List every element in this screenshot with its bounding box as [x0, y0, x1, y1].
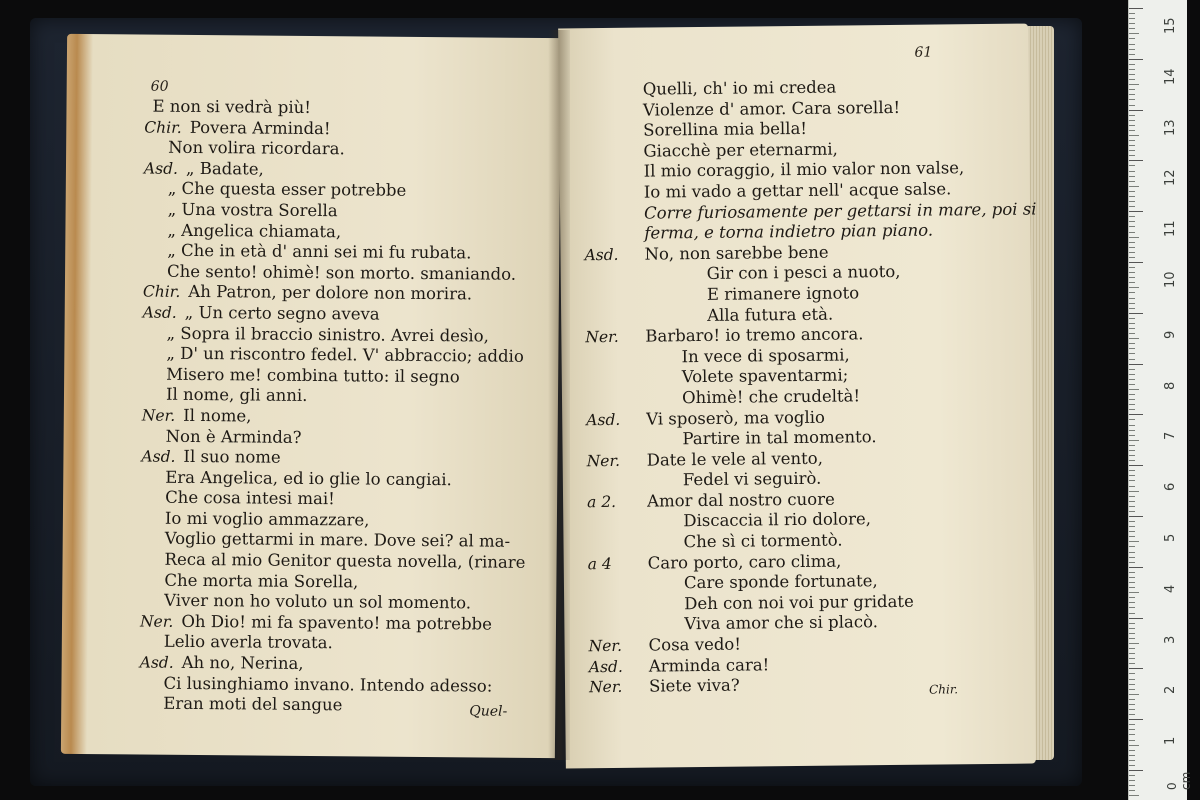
speaker-label: Asd. [586, 410, 621, 429]
line-text: „ Angelica chiamata, [167, 220, 342, 241]
line-text: Cosa vedo! [648, 634, 742, 655]
ruler-tick [1129, 552, 1135, 553]
line-text: Quelli, ch' io mi credea [642, 77, 837, 99]
ruler-tick [1129, 419, 1135, 420]
left-page-number: 60 [150, 78, 169, 95]
line-text: „ Badate, [185, 158, 264, 179]
left-page [61, 34, 561, 758]
ruler-tick [1129, 226, 1135, 227]
ruler-tick [1129, 623, 1135, 624]
ruler-tick [1129, 44, 1135, 45]
ruler-tick [1129, 130, 1135, 131]
speaker-label [588, 630, 648, 631]
ruler-tick [1129, 536, 1135, 537]
ruler-tick [1129, 359, 1135, 360]
ruler-tick [1129, 750, 1135, 751]
line-text: Non è Arminda? [165, 426, 302, 447]
ruler-tick [1129, 28, 1135, 29]
ruler-tick [1129, 338, 1139, 339]
ruler-tick [1129, 8, 1143, 9]
line-text: In vece di sposarmi, [681, 345, 850, 366]
ruler-number: 5 [1163, 533, 1178, 542]
ruler-tick [1129, 450, 1135, 451]
ruler-tick [1129, 84, 1139, 85]
ruler-tick [1129, 755, 1135, 756]
ruler-tick [1129, 89, 1135, 90]
line-text: Corre furiosamente per gettarsi in mare, poi si [643, 199, 1037, 223]
ruler-tick [1129, 333, 1135, 334]
ruler-tick [1129, 94, 1135, 95]
ruler-tick [1129, 165, 1135, 166]
speaker-label [586, 403, 646, 404]
ruler-tick [1129, 59, 1143, 60]
ruler-tick [1129, 501, 1135, 502]
speaker-label [588, 548, 648, 549]
ruler-number: 15 [1163, 17, 1178, 34]
ruler-tick [1129, 191, 1135, 192]
ruler-tick [1129, 740, 1135, 741]
speaker-label: Ner. [586, 451, 621, 470]
line-text: Oh Dio! mi fa spavento! ma potrebbe [181, 611, 492, 634]
ruler-tick [1129, 216, 1135, 217]
ruler-tick [1129, 298, 1135, 299]
left-page-text [139, 96, 529, 718]
ruler-tick [1129, 714, 1135, 715]
line-text: Che morta mia Sorella, [164, 570, 359, 592]
line-text: Che sì ci tormentò. [683, 530, 843, 552]
ruler-tick [1129, 33, 1139, 34]
ruler-tick [1129, 115, 1135, 116]
line-text: Che sento! ohimè! son morto. smaniando. [167, 261, 517, 284]
speaker-label: Asd. [139, 653, 174, 672]
speaker-label [584, 218, 644, 219]
ruler-tick [1129, 272, 1135, 273]
line-text: Viva amor che si placò. [684, 612, 879, 634]
ruler-tick [1129, 567, 1143, 568]
line-text: Care sponde fortunate, [683, 571, 878, 593]
line-text: Il nome, gli anni. [165, 385, 308, 406]
ruler-tick [1129, 369, 1135, 370]
ruler-number: 9 [1163, 330, 1178, 339]
ruler-tick [1129, 613, 1135, 614]
ruler-tick [1129, 171, 1135, 172]
ruler-tick [1129, 353, 1135, 354]
ruler-tick [1129, 343, 1135, 344]
ruler-tick [1129, 648, 1135, 649]
line-text: ferma, e torna indietro pian piano. [644, 220, 934, 243]
speaker-label: Ner. [588, 678, 623, 697]
ruler-tick [1129, 252, 1135, 253]
ruler-tick [1129, 480, 1135, 481]
ruler-tick [1129, 795, 1139, 796]
line-text: „ D' un riscontro fedel. V' abbraccio; addio [166, 343, 524, 366]
ruler-tick [1129, 206, 1135, 207]
ruler-tick [1129, 125, 1135, 126]
line-text: „ Una vostra Sorella [167, 199, 338, 221]
ruler-tick [1129, 663, 1135, 664]
line-text: Giacchè per eternarmi, [643, 139, 838, 161]
ruler-tick [1129, 491, 1139, 492]
line-text: Barbaro! io tremo ancora. [645, 324, 864, 346]
speaker-label [587, 486, 647, 487]
line-text: Violenze d' amor. Cara sorella! [642, 97, 901, 120]
ruler-tick [1129, 679, 1135, 680]
ruler-number: 1 [1163, 736, 1178, 746]
speaker-label [584, 239, 644, 240]
ruler-tick [1129, 201, 1135, 202]
ruler-number: 11 [1163, 220, 1178, 238]
ruler-tick [1129, 745, 1139, 746]
ruler-tick [1129, 287, 1139, 288]
line-text: Date le vele al vento, [646, 448, 823, 470]
line-text: Io mi vado a gettar nell' acque salse. [643, 179, 952, 202]
ruler-tick [1129, 196, 1135, 197]
line-text: Lelio averla trovata. [163, 632, 333, 653]
ruler-tick [1129, 658, 1135, 659]
speaker-label [583, 115, 643, 116]
line-text: Il suo nome [183, 446, 281, 467]
ruler-tick [1129, 323, 1135, 324]
ruler-tick [1129, 242, 1135, 243]
ruler-tick [1129, 633, 1135, 634]
measuring-ruler [1128, 0, 1193, 800]
right-page-number: 61 [914, 44, 933, 61]
ruler-tick [1129, 511, 1135, 512]
ruler-tick [1129, 592, 1139, 593]
line-text: Che cosa intesi mai! [165, 488, 335, 509]
speaker-label [585, 321, 645, 322]
ruler-tick [1129, 160, 1143, 161]
line-text: Gir con i pesci a nuoto, [706, 262, 901, 284]
ruler-tick [1129, 719, 1143, 720]
speaker-label [587, 527, 647, 528]
ruler-unit: 0 cm [1165, 771, 1193, 790]
speaker-label: Ner. [585, 327, 619, 347]
ruler-tick [1129, 521, 1135, 522]
ruler-tick [1129, 13, 1135, 14]
ruler-tick [1129, 247, 1135, 248]
ruler-tick [1129, 546, 1135, 547]
speaker-label [583, 156, 643, 157]
ruler-tick [1129, 49, 1135, 50]
line-text: „ Un certo segno aveva [184, 302, 380, 324]
line-text: Io mi voglio ammazzare, [164, 508, 370, 530]
ruler-tick [1129, 409, 1135, 410]
line-text: Vi sposerò, ma voglio [646, 407, 826, 429]
line-text: Amor dal nostro cuore [646, 489, 835, 511]
speaker-label: Asd. [141, 447, 176, 466]
speaker-label: a 2. [587, 492, 617, 512]
ruler-tick [1129, 257, 1135, 258]
ruler-tick [1129, 475, 1135, 476]
ruler-tick [1129, 531, 1135, 532]
line-text: Sorellina mia bella! [643, 119, 808, 140]
ruler-tick [1129, 506, 1135, 507]
left-catchword: Quel- [469, 703, 508, 720]
speaker-label: a 4 [587, 554, 612, 573]
ruler-tick [1129, 684, 1135, 685]
line-text: Caro porto, caro clima, [647, 551, 842, 573]
ruler-tick [1129, 110, 1143, 111]
ruler-tick [1129, 389, 1139, 390]
ruler-tick [1129, 79, 1135, 80]
ruler-tick [1129, 399, 1135, 400]
speaker-label [583, 136, 643, 137]
ruler-tick [1129, 760, 1135, 761]
ruler-tick [1129, 440, 1139, 441]
line-text: Era Angelica, ed io glie lo cangiai. [165, 467, 452, 489]
speaker-label: Ner. [588, 636, 623, 656]
ruler-tick [1129, 211, 1143, 212]
ruler-number: 3 [1163, 635, 1178, 644]
ruler-tick [1129, 328, 1135, 329]
ruler-tick [1129, 23, 1135, 24]
ruler-tick [1129, 155, 1135, 156]
ruler-tick [1129, 470, 1135, 471]
ruler-tick [1129, 643, 1139, 644]
line-text: Ci lusinghiamo invano. Intendo adesso: [163, 673, 493, 696]
ruler-tick [1129, 145, 1135, 146]
ruler-tick [1129, 277, 1135, 278]
speaker-label [584, 177, 644, 178]
ruler-tick [1129, 775, 1135, 776]
line-text: „ Che in età d' anni sei mi fu rubata. [167, 240, 472, 263]
ruler-tick [1129, 765, 1135, 766]
text-line [149, 694, 524, 718]
ruler-tick [1129, 262, 1143, 263]
ruler-tick [1129, 562, 1135, 563]
ruler-tick [1129, 694, 1139, 695]
line-text: Ah no, Nerina, [181, 652, 304, 673]
ruler-tick [1129, 99, 1135, 100]
ruler-tick [1129, 790, 1135, 791]
ruler-tick [1129, 318, 1135, 319]
speaker-label: Asd. [142, 303, 177, 322]
ruler-tick [1129, 729, 1135, 730]
speaker-label: Chir. [142, 282, 181, 302]
ruler-tick [1129, 425, 1135, 426]
ruler-tick [1129, 699, 1135, 700]
ruler-tick [1129, 282, 1135, 283]
line-text: E rimanere ignoto [706, 283, 860, 304]
ruler-tick [1129, 465, 1143, 466]
ruler-tick [1129, 221, 1135, 222]
ruler-number: 8 [1163, 381, 1178, 390]
right-page [558, 24, 1036, 769]
ruler-tick [1129, 602, 1135, 603]
line-text: Viver non ho voluto un sol momento. [164, 590, 472, 613]
line-text: Reca al mio Genitor questa novella, (rinare [164, 549, 526, 572]
ruler-tick [1129, 785, 1135, 786]
line-text: Arminda cara! [648, 654, 770, 676]
line-text: Povera Arminda! [189, 117, 331, 138]
speaker-label [583, 95, 643, 96]
ruler-tick [1129, 232, 1135, 233]
ruler-tick [1129, 135, 1139, 136]
ruler-number: 6 [1163, 482, 1178, 492]
ruler-tick [1129, 435, 1135, 436]
speaker-label [585, 280, 645, 281]
speaker-label [588, 609, 648, 610]
ruler-number: 7 [1163, 432, 1178, 441]
ruler-tick [1129, 176, 1135, 177]
speaker-label: Asd. [584, 245, 619, 264]
ruler-tick [1129, 105, 1135, 106]
ruler-tick [1129, 689, 1135, 690]
speaker-label [585, 301, 645, 302]
ruler-tick [1129, 516, 1143, 517]
speaker-label [588, 589, 648, 590]
ruler-tick [1129, 607, 1135, 608]
ruler-tick [1129, 308, 1135, 309]
ruler-tick [1129, 455, 1135, 456]
ruler-tick [1129, 628, 1135, 629]
ruler-tick [1129, 618, 1143, 619]
ruler-tick [1129, 486, 1135, 487]
line-text: Partire in tal momento. [682, 427, 877, 449]
ruler-tick [1129, 597, 1135, 598]
ruler-tick [1129, 18, 1135, 19]
ruler-tick [1129, 460, 1135, 461]
line-text: Discaccia il rio dolore, [683, 509, 872, 531]
ruler-tick [1129, 668, 1143, 669]
line-text: „ Sopra il braccio sinistro. Avrei desìo, [166, 323, 489, 346]
ruler-number: 4 [1163, 584, 1178, 593]
ruler-tick [1129, 557, 1135, 558]
ruler-number: 14 [1163, 68, 1178, 85]
line-text: Siete viva? [648, 675, 740, 696]
ruler-tick [1129, 303, 1135, 304]
ruler-number: 10 [1163, 271, 1178, 288]
speaker-label [586, 362, 646, 363]
ruler-tick [1129, 38, 1135, 39]
ruler-tick [1129, 186, 1139, 187]
ruler-tick [1129, 74, 1135, 75]
ruler-tick [1129, 572, 1135, 573]
ruler-number: 12 [1163, 169, 1178, 187]
ruler-tick [1129, 150, 1135, 151]
line-text: „ Che questa esser potrebbe [167, 179, 407, 201]
ruler-tick [1129, 414, 1143, 415]
ruler-tick [1129, 582, 1135, 583]
ruler-tick [1129, 577, 1135, 578]
book-gutter [548, 30, 570, 760]
ruler-tick [1129, 267, 1135, 268]
speaker-label: Chir. [144, 118, 182, 137]
ruler-tick [1129, 724, 1135, 725]
ruler-tick [1129, 430, 1135, 431]
line-text: E non si vedrà più! [152, 96, 312, 117]
ruler-tick [1129, 541, 1139, 542]
ruler-tick [1129, 374, 1135, 375]
line-text: Ah Patron, per dolore non morira. [188, 282, 473, 304]
ruler-tick [1129, 313, 1143, 314]
ruler-tick [1129, 120, 1135, 121]
ruler-number: 2 [1163, 686, 1178, 695]
ruler-tick [1129, 653, 1135, 654]
line-text: Volete spaventarmi; [681, 365, 849, 387]
ruler-tick [1129, 394, 1135, 395]
ruler-tick [1129, 709, 1135, 710]
ruler-number: 13 [1163, 119, 1178, 136]
speaker-label [586, 383, 646, 384]
ruler-tick [1129, 348, 1135, 349]
ruler-tick [1129, 404, 1135, 405]
ruler-tick [1129, 770, 1143, 771]
speaker-label: Ner. [139, 612, 174, 631]
ruler-tick [1129, 704, 1135, 705]
ruler-tick [1129, 237, 1139, 238]
line-text: Misero me! combina tutto: il segno [166, 364, 460, 387]
ruler-tick [1129, 780, 1135, 781]
ruler-tick [1129, 673, 1135, 674]
ruler-tick [1129, 587, 1135, 588]
right-page-text [583, 75, 1042, 698]
speaker-label [587, 445, 647, 446]
ruler-tick [1129, 181, 1135, 182]
line-text: Ohimè! che crudeltà! [681, 386, 861, 408]
ruler-tick [1129, 54, 1135, 55]
speaker-label: Asd. [143, 159, 179, 178]
speaker-label: Ner. [141, 406, 176, 425]
ruler-tick [1129, 379, 1135, 380]
ruler-tick [1129, 69, 1135, 70]
ruler-tick [1129, 384, 1135, 385]
speaker-label [584, 198, 644, 199]
line-text: Il mio coraggio, il mio valor non valse, [643, 158, 965, 181]
line-text: Il nome, [183, 405, 252, 426]
ruler-tick [1129, 496, 1135, 497]
right-catchword: Chir. [929, 682, 959, 697]
speaker-label: Asd. [588, 657, 623, 676]
ruler-tick [1129, 292, 1135, 293]
line-text: Eran moti del sangue [163, 693, 343, 715]
line-text: Non volira ricordara. [168, 137, 345, 159]
text-line [589, 673, 1042, 698]
line-text: Voglio gettarmi in mare. Dove sei? al ma- [164, 529, 511, 552]
ruler-tick [1129, 638, 1135, 639]
line-text: Fedel vi seguirò. [682, 469, 822, 490]
ruler-tick [1129, 64, 1135, 65]
ruler-tick [1129, 445, 1135, 446]
ruler-tick [1129, 526, 1135, 527]
line-text: Deh con noi voi pur gridate [684, 591, 914, 614]
ruler-tick [1129, 140, 1135, 141]
ruler-tick [1129, 364, 1143, 365]
line-text: Alla futura età. [707, 304, 834, 325]
line-text: No, non sarebbe bene [644, 242, 829, 264]
ruler-tick [1129, 734, 1135, 735]
